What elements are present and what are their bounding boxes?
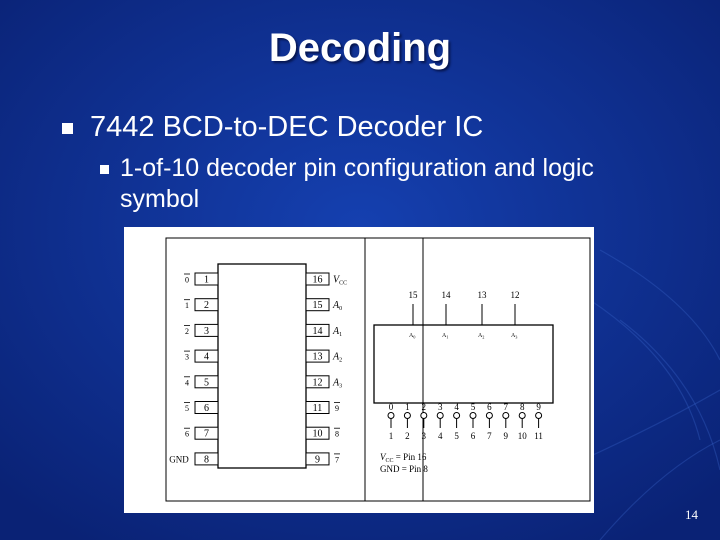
pin-number: 3	[204, 325, 209, 337]
pin-label: $A_1$	[333, 325, 343, 338]
output-pin-number: 3	[421, 431, 427, 441]
input-pin-number: 12	[510, 290, 520, 300]
output-pin-number: 11	[534, 431, 543, 441]
input-pin-number: 14	[441, 290, 451, 300]
pin-number: 2	[204, 300, 209, 312]
pin-number: 11	[312, 403, 323, 414]
output-label: 7	[503, 402, 509, 412]
pin-number: 8	[204, 454, 209, 466]
output-pin-number: 1	[388, 431, 394, 441]
output-label: 0	[388, 402, 394, 412]
pin-number: 1	[204, 274, 209, 286]
output-label: 8	[519, 402, 525, 412]
vcc-note: $V_{CC}$ = Pin 16	[380, 452, 427, 464]
inversion-bubble	[404, 413, 410, 419]
input-label: $A_0$	[409, 333, 416, 340]
pin-label: 4	[185, 378, 189, 388]
decoder-block	[374, 325, 553, 403]
output-pin-number: 4	[437, 431, 443, 441]
pin-number: 6	[204, 403, 209, 414]
input-label: $A_3$	[511, 333, 518, 340]
pin-label: $V_{CC}$	[333, 274, 348, 287]
pin-number: 4	[204, 351, 209, 363]
inversion-bubble	[454, 413, 460, 419]
pin-number: 15	[312, 300, 323, 312]
output-pin-number: 9	[503, 431, 509, 441]
bullet-icon	[62, 123, 73, 134]
pin-number: 10	[312, 428, 323, 440]
output-label: 3	[437, 402, 443, 412]
output-pin-number: 10	[517, 431, 527, 441]
inversion-bubble	[388, 413, 394, 419]
pin-number: 5	[204, 377, 209, 389]
pin-label: 6	[185, 429, 189, 439]
pin-label: 3	[185, 352, 189, 362]
output-label: 1	[405, 402, 410, 412]
output-pin-number: 5	[454, 431, 459, 441]
input-label: $A_2$	[478, 333, 485, 340]
pin-label: 7	[335, 455, 339, 465]
input-pin-number: 15	[408, 290, 418, 300]
inversion-bubble	[536, 413, 542, 419]
output-label: 9	[536, 402, 541, 412]
pin-label: GND	[169, 454, 189, 465]
pin-label: 9	[335, 404, 339, 413]
pin-label: 5	[185, 404, 189, 413]
input-label: $A_1$	[442, 333, 449, 340]
pin-label: $A_2$	[333, 351, 343, 364]
output-label: 5	[470, 402, 476, 412]
sub-bullet-icon	[100, 165, 109, 174]
logic-symbol	[365, 238, 590, 501]
pin-number: 16	[312, 274, 323, 286]
inversion-bubble	[503, 413, 509, 419]
ic-body	[218, 264, 306, 468]
input-pin-number: 13	[477, 290, 487, 300]
slide-title: Decoding	[268, 26, 452, 70]
output-pin-number: 2	[405, 431, 410, 441]
decoder-figure	[124, 227, 594, 513]
output-label: 4	[454, 402, 459, 412]
output-pin-number: 7	[487, 431, 492, 441]
inversion-bubble	[421, 413, 427, 419]
output-label: 2	[421, 402, 427, 412]
pin-label: 8	[335, 429, 339, 439]
output-label: 6	[487, 402, 492, 412]
pin-number: 13	[312, 351, 323, 363]
inversion-bubble	[519, 413, 525, 419]
page-number: 14	[685, 507, 698, 522]
pin-number: 7	[204, 428, 209, 440]
output-pin-number: 6	[470, 431, 476, 441]
pin-number: 9	[315, 454, 320, 466]
pin-label: 0	[185, 275, 189, 285]
bullet-text-level2: 1-of-10 decoder pin configuration and logic symbol	[120, 154, 594, 213]
pin-number: 14	[312, 325, 323, 337]
pin-label: 2	[185, 326, 189, 336]
pin-label: 1	[185, 301, 189, 311]
bullet-text-level1: 7442 BCD-to-DEC Decoder IC	[90, 111, 484, 143]
pin-label: $A_0$	[333, 300, 343, 313]
pin-label: $A_3$	[333, 377, 343, 390]
inversion-bubble	[437, 413, 443, 419]
inversion-bubble	[486, 413, 492, 419]
inversion-bubble	[470, 413, 476, 419]
decoder-diagram	[124, 227, 594, 513]
pin-number: 12	[312, 377, 323, 389]
gnd-note: GND = Pin 8	[380, 464, 428, 474]
